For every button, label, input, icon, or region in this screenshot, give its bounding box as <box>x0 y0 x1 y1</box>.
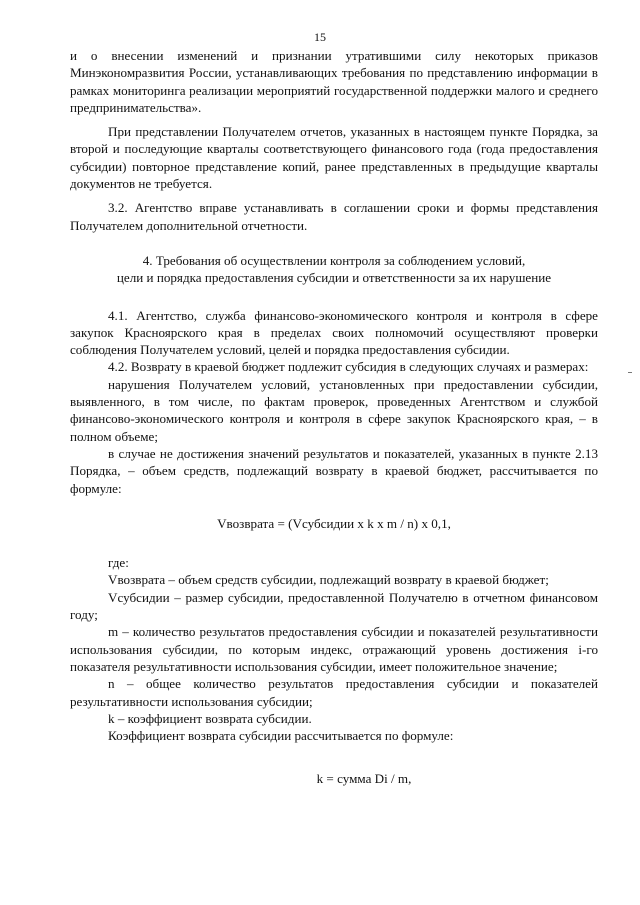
formula-return-amount: Vвозврата = (Vсубсидии x k x m / n) x 0,1, <box>217 515 451 531</box>
definition: m – количество результатов предоставления субсидии и показателей результативности использования субсидии, по которым индекс, отражающий уровень достижения i-го показателя результативности использования субсидии, имеет положительное значение; <box>70 624 598 674</box>
paragraph: 4.1. Агентство, служба финансово-экономического контроля и контроля в сфере закупок Красноярского края в пределах своих полномочий осуществляют проверки соблюдения Получателем условий, целей и порядка предоставления субсидии. <box>70 307 598 358</box>
definition: Коэффициент возврата субсидии рассчитывается по формуле: <box>108 728 454 744</box>
formula-coefficient: k = сумма Di / m, <box>316 771 412 787</box>
definition: k – коэффициент возврата субсидии. <box>108 710 312 726</box>
section-heading <box>70 252 598 287</box>
paragraph: При представлении Получателем отчетов, указанных в настоящем пункте Порядка, за второй и последующие кварталы соответствующего финансового года (года предоставления субсидии) повторное представление копий, ранее представленных в предыдущие кварталы документов не требуется. <box>70 124 598 192</box>
document-body <box>70 47 598 788</box>
page-number: 15 <box>314 30 326 44</box>
definition: где: <box>108 555 129 571</box>
margin-mark <box>628 372 632 373</box>
definition: n – общее количество результатов предоставления субсидии и показателей результативности использования субсидии; <box>70 676 598 709</box>
paragraph: 3.2. Агентство вправе устанавливать в соглашении сроки и формы представления Получателем дополнительной отчетности. <box>70 200 598 233</box>
definition: Vсубсидии – размер субсидии, предоставленной Получателю в отчетном финансовом году; <box>70 589 598 623</box>
paragraph: в случае не достижения значений результатов и показателей, указанных в пункте 2.13 Порядка, – объем средств, подлежащий возврату в краевой бюджет, рассчитывается по формуле: <box>70 445 598 496</box>
paragraph: и о внесении изменений и признании утратившими силу некоторых приказов Минэкономразвития России, устанавливающих требования по представлению информации в рамках мониторинга реализации мероприятий государственной поддержки малого и среднего предпринимательства». <box>70 48 598 115</box>
paragraph: нарушения Получателем условий, установленных при предоставлении субсидии, выявленного, в том числе, по фактам проверок, проведенных Агентством и службой финансово-экономического контроля и контроля в сфере закупок Красноярского края, – в полном объеме; <box>70 376 598 444</box>
section-heading-line: 4. Требования об осуществлении контроля за соблюдением условий, <box>142 252 526 268</box>
section-heading-line: цели и порядка предоставления субсидии и ответственности за их нарушение <box>116 270 552 286</box>
paragraph: 4.2. Возврату в краевой бюджет подлежит субсидия в следующих случаях и размерах: <box>108 359 589 375</box>
definition: Vвозврата – объем средств субсидии, подлежащий возврату в краевой бюджет; <box>108 572 549 588</box>
